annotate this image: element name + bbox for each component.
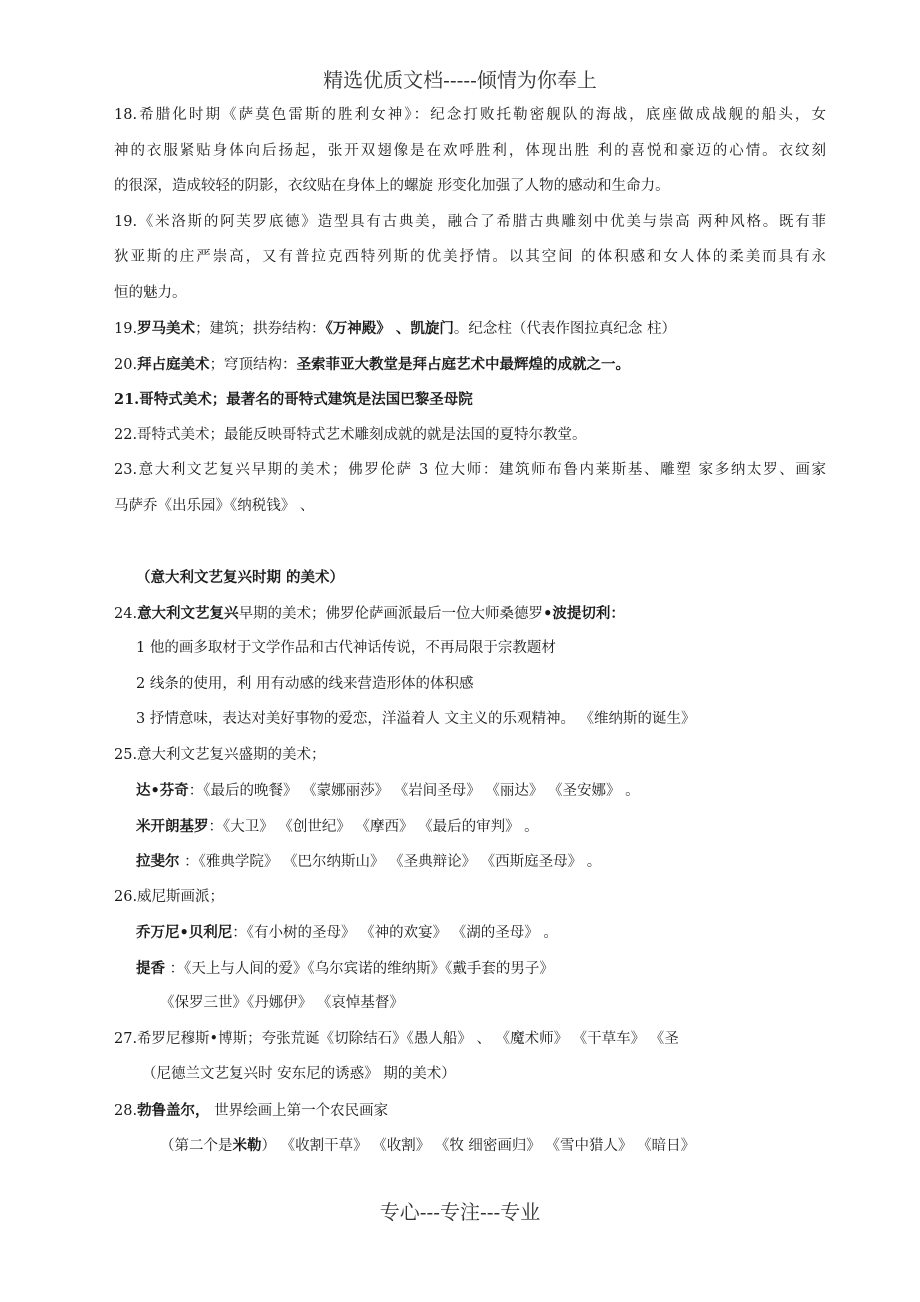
artist-name: 拉斐尔: [136, 853, 180, 870]
artist-works: ：《天上与人间的爱》《乌尔宾诺的维纳斯》《戴手套的男子》: [165, 960, 554, 977]
section-title: [114, 560, 826, 596]
para-24-text-1: 早期的美术；佛罗伦萨画派最后一位大师桑德罗: [238, 605, 544, 622]
para-28-bold-1: 勃鲁盖尔，: [137, 1101, 210, 1119]
para-19a-line-1: 19.《米洛斯的阿芙罗底德》造型具有古典美，融合了希腊古典雕刻中优美与崇高 两种风格。既有菲: [114, 213, 826, 230]
para-26-artist-1: [114, 915, 826, 951]
para-20-num: 20.: [114, 356, 138, 373]
para-24-item-3: 3 抒情意味，表达对美好事物的爱恋，洋溢着人 文主义的乐观精神。 《维纳斯的诞生》: [136, 711, 696, 727]
para-28-text-1: 世界绘画上第一个农民画家: [209, 1102, 389, 1119]
para-19b-text-2: 。纪念柱（代表作图拉真纪念 柱）: [453, 321, 676, 337]
para-18-line-2: 神的衣服紧贴身体向后扬起，张开双翅像是在欢呼胜利，体现出胜 利的喜悦和豪迈的心情。衣纹刻: [114, 142, 826, 159]
para-23-line-2: 马萨乔《出乐园》《纳税钱》 、: [114, 497, 315, 514]
para-20-text-1: ；穹顶结构：: [209, 356, 297, 373]
para-28-text-2a: （第二个是: [160, 1138, 233, 1154]
para-24-bold-1: 意大利文艺复兴: [137, 604, 239, 622]
artist-works: ：《大卫》 《创世纪》 《摩西》 《最后的审判》 。: [208, 818, 539, 835]
para-24-bold-2: •波提切利：: [543, 604, 625, 622]
para-20-bold-1: 拜占庭美术: [137, 355, 210, 373]
para-20: [114, 347, 826, 383]
para-19a-line-2: 狄亚斯的庄严崇高，又有普拉克西特列斯的优美抒情。以其空间 的体积感和女人体的柔美而具有永: [114, 249, 826, 265]
para-18-line-3: 的很深，造成较轻的阴影，衣纹贴在身体上的螺旋 形变化加强了人物的感动和生命力。: [114, 178, 670, 194]
artist-name: 乔万尼•贝利尼: [136, 924, 233, 941]
para-19b-bold-1: 罗马美术: [137, 320, 196, 337]
artist-works: ：《有小树的圣母》 《神的欢宴》 《湖的圣母》 。: [232, 925, 558, 941]
para-26-artist-2: [114, 951, 826, 987]
para-28: [114, 1093, 826, 1129]
para-21-text: 21.哥特式美术；最著名的哥特式建筑是法国巴黎圣母院: [114, 391, 473, 408]
para-19b-bold-2: 《万神殿》 、凯旋门: [325, 320, 454, 337]
para-25-artist-3: [114, 844, 826, 880]
para-24-item-1: 1 他的画多取材于文学作品和古代神话传说，不再局限于宗教题材: [136, 640, 556, 656]
page-header: 精选优质文档-----倾情为你奉上: [323, 68, 597, 92]
artist-name: 米开朗基罗: [136, 817, 209, 835]
artist-name: 提香: [136, 959, 165, 977]
page-footer: 专心---专注---专业: [379, 1200, 541, 1224]
para-25: 25.意大利文艺复兴盛期的美术；: [114, 746, 326, 763]
para-28-line-2: [114, 1128, 826, 1164]
para-19b: [114, 311, 826, 347]
para-28-num: 28.: [114, 1102, 138, 1119]
para-25-artist-1: [114, 773, 826, 809]
para-19a-line-3: 恒的魅力。: [114, 284, 187, 301]
para-23-line-1: 23.意大利文艺复兴早期的美术；佛罗伦萨 3 位大师：建筑师布鲁内莱斯基、雕塑 家多纳太罗、画家: [114, 462, 826, 478]
para-28-bold-2: 米勒: [232, 1137, 262, 1154]
blank-line: [114, 524, 826, 560]
para-26-continuation: 《保罗三世》《丹娜伊》 《哀悼基督》: [160, 995, 404, 1011]
para-19b-num: 19.: [114, 321, 138, 337]
section-title-text: （意大利文艺复兴时期 的美术）: [136, 569, 345, 586]
para-27-line-2: （尼德兰文艺复兴时 安东尼的诱惑》 期的美术）: [142, 1066, 456, 1082]
para-28-text-2c: ） 《收割干草》 《收割》 《牧 细密画归》 《雪中猎人》 《暗日》: [261, 1138, 696, 1154]
para-24-num: 24.: [114, 605, 138, 622]
para-24-item-2: 2 线条的使用，利 用有动感的线来营造形体的体积感: [136, 675, 474, 692]
para-21: [114, 382, 826, 418]
para-18-line-1: 18.希腊化时期《萨莫色雷斯的胜利女神》：纪念打败托勒密舰队的海战，底座做成战舰的船头，女: [114, 107, 826, 123]
artist-works: ：《雅典学院》 《巴尔纳斯山》 《圣典辩论》 《西斯庭圣母》 。: [179, 854, 602, 870]
para-19b-text-1: ；建筑；拱券结构：: [195, 321, 326, 337]
artist-name: 达•芬奇: [136, 782, 189, 799]
document-body: [114, 98, 826, 1164]
para-24: [114, 596, 826, 632]
para-25-artist-2: [114, 809, 826, 845]
para-26: 26.威尼斯画派；: [114, 888, 225, 905]
para-20-bold-2: 圣索菲亚大教堂是拜占庭艺术中最辉煌的成就之一。: [296, 355, 631, 373]
para-22: 22.哥特式美术；最能反映哥特式艺术雕刻成就的就是法国的夏特尔教堂。: [114, 426, 587, 443]
para-27-line-1: 27.希罗尼穆斯•博斯；夸张荒诞《切除结石》《愚人船》 、 《魔术师》 《干草车》 《圣: [114, 1030, 679, 1047]
artist-works: ：《最后的晚餐》 《蒙娜丽莎》 《岩间圣母》 《丽达》 《圣安娜》 。: [188, 783, 640, 799]
